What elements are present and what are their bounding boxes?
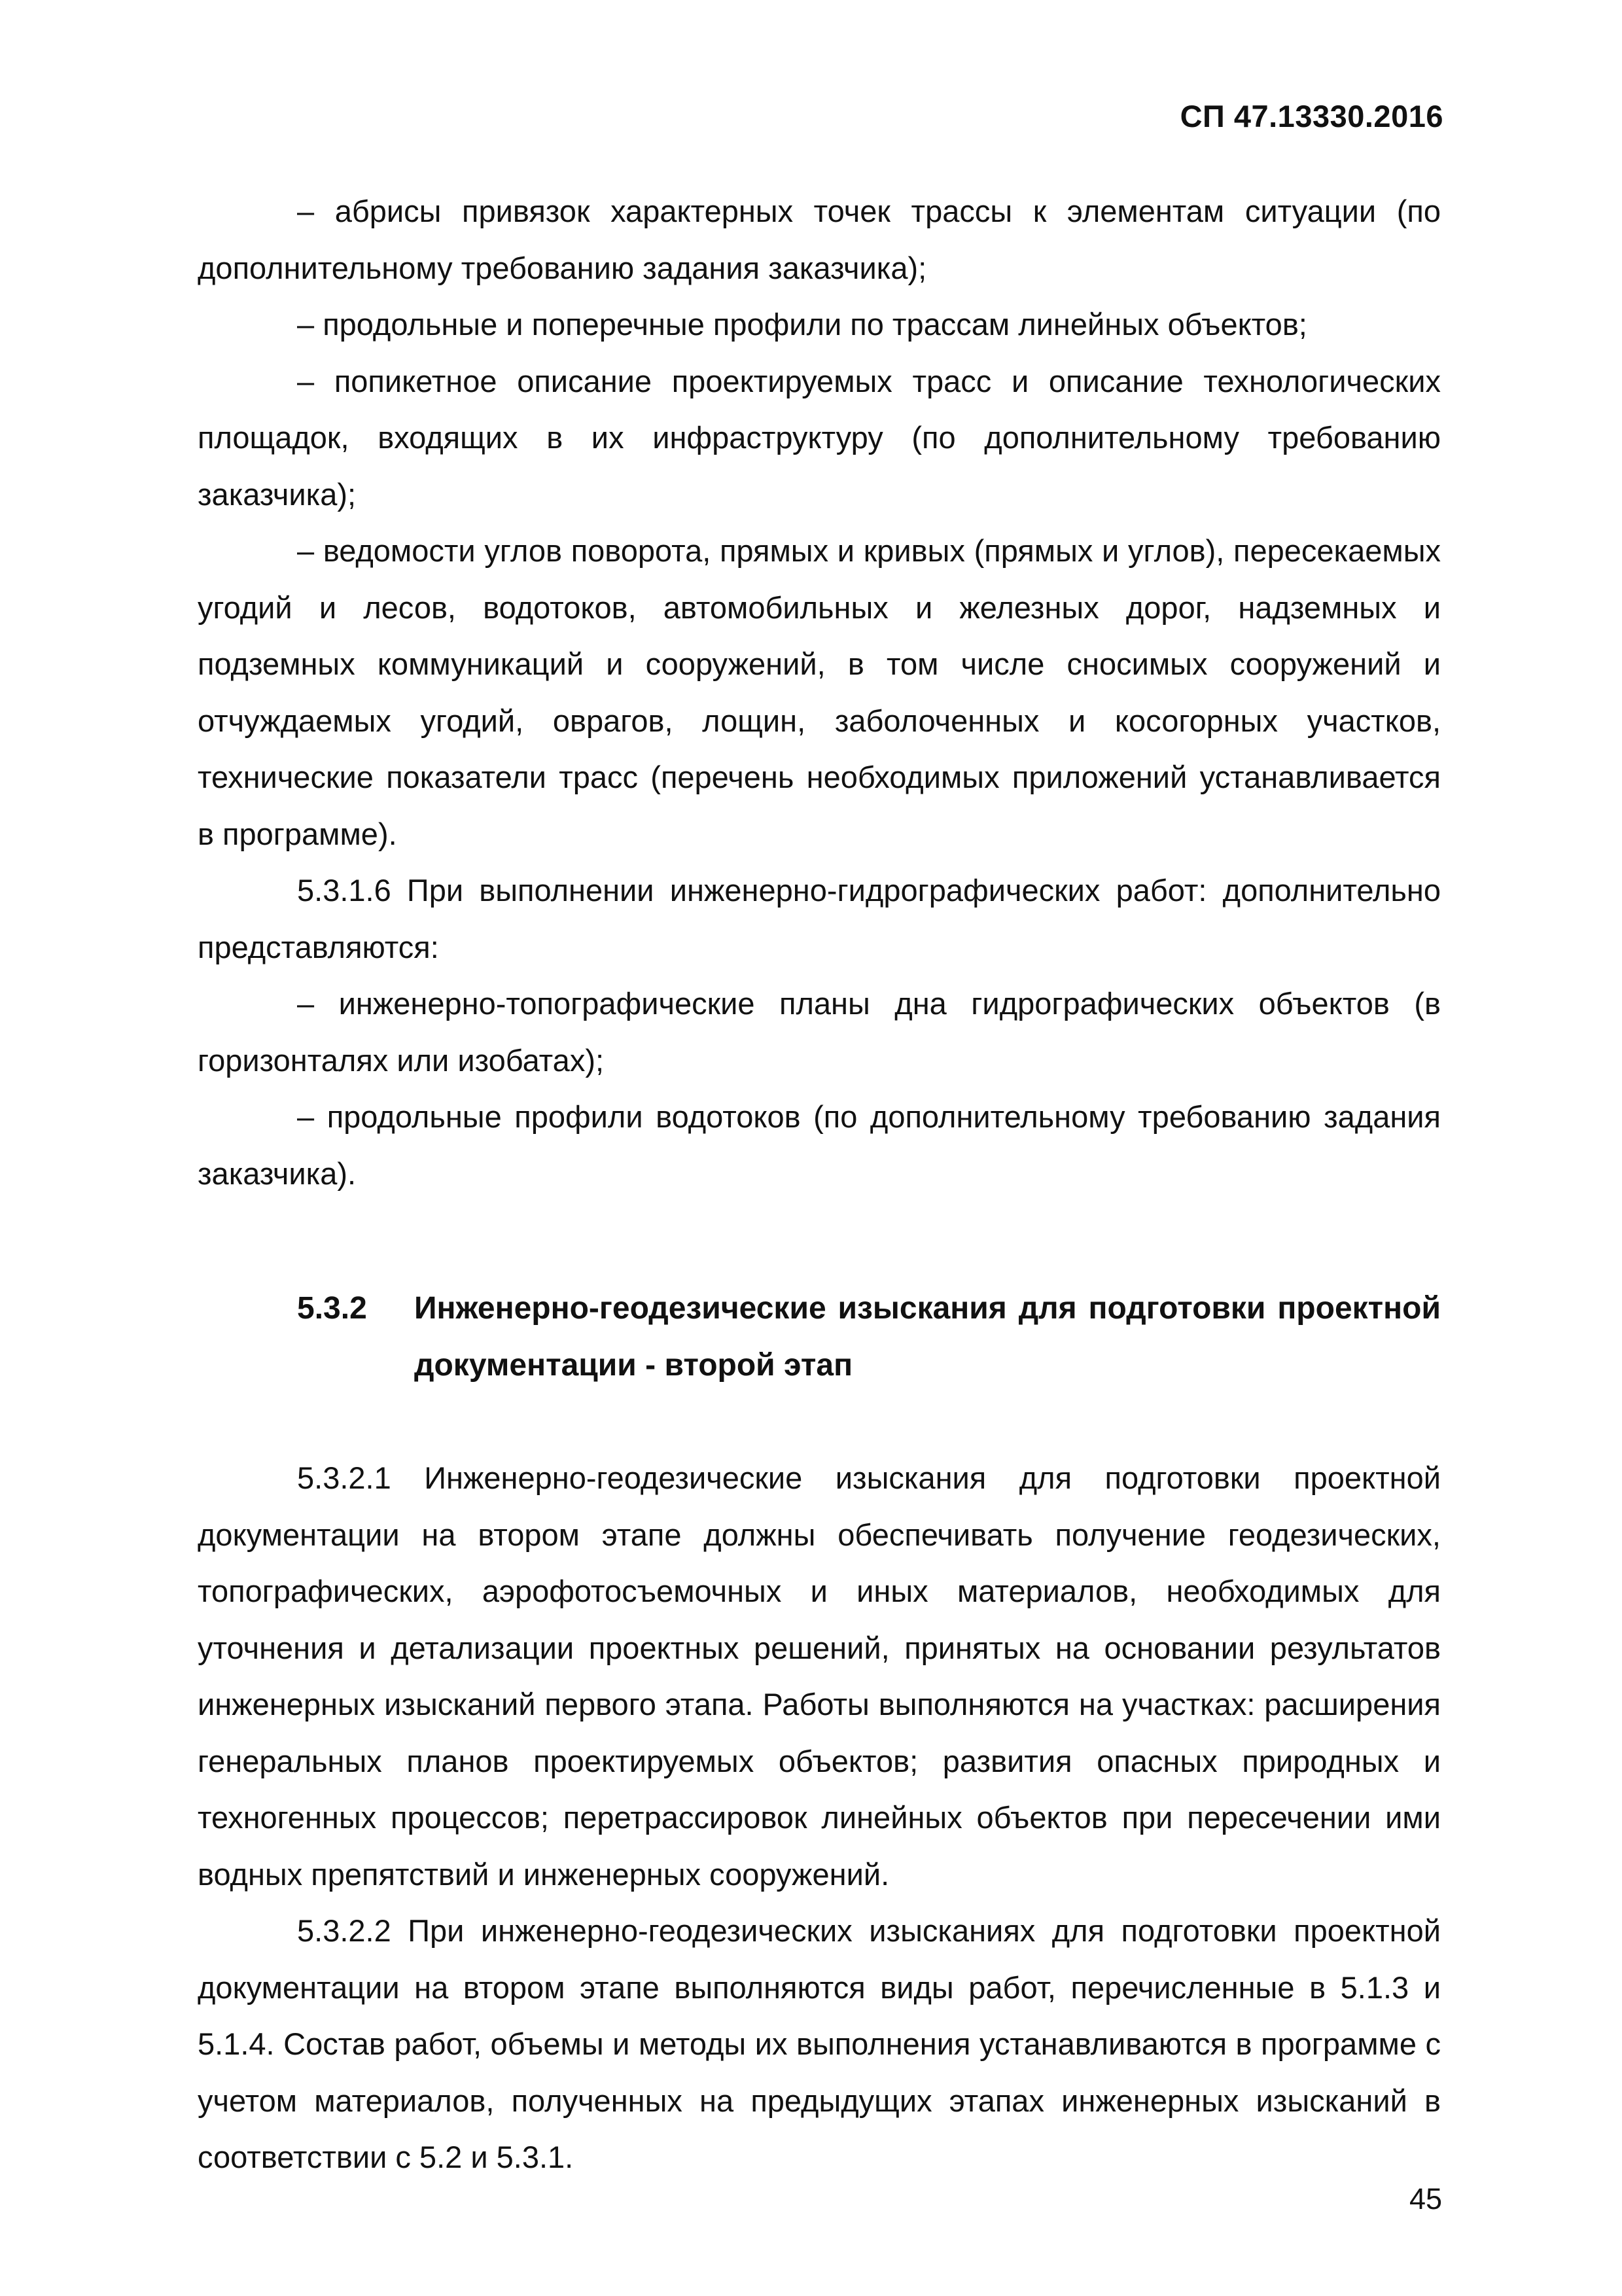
paragraph-pikety: – попикетное описание проектируемых трасс и описание технологических площадок, входящих в их инфраструктуру (по дополнительному требованию заказчика);	[198, 363, 1441, 512]
paragraph-profiles: – продольные и поперечные профили по трассам линейных объектов;	[297, 307, 1307, 342]
document-code-header: СП 47.13330.2016	[1180, 99, 1443, 133]
section-heading-5-3-2	[198, 1280, 1441, 1394]
paragraph-abrisy: – абрисы привязок характерных точек трассы к элементам ситуации (по дополнительному требованию задания заказчика);	[198, 194, 1441, 285]
page-body	[198, 183, 1441, 2186]
paragraph-5-3-2-1: 5.3.2.1 Инженерно-геодезические изыскания для подготовки проектной документации на втором этапе должны обеспечивать получение геодезических, топографических, аэрофотосъемочных и иных материалов, необходимых для уточнения и детализации проектных решений, принятых на основании результатов инженерных изысканий первого этапа. Работы выполняются на участках: расширения генеральных планов проектируемых объектов; развития опасных природных и техногенных процессов; перетрассировок линейных объектов при пересечении ими водных препятствий и инженерных сооружений.	[198, 1460, 1441, 1892]
page-number: 45	[1409, 2182, 1442, 2216]
paragraph-5-3-2-2: 5.3.2.2 При инженерно-геодезических изысканиях для подготовки проектной документации на втором этапе выполняются виды работ, перечисленные в 5.1.3 и 5.1.4. Состав работ, объемы и методы их выполнения устанавливаются в программе с учетом материалов, полученных на предыдущих этапах инженерных изысканий в соответствии с 5.2 и 5.3.1.	[198, 1913, 1441, 2174]
paragraph-topo-plans: – инженерно-топографические планы дна гидрографических объектов (в горизонталях или изобатах);	[198, 986, 1441, 1078]
paragraph-5-3-1-6: 5.3.1.6 При выполнении инженерно-гидрографических работ: дополнительно представляются:	[198, 873, 1441, 964]
paragraph-watercourse-profiles: – продольные профили водотоков (по дополнительному требованию задания заказчика).	[198, 1099, 1441, 1191]
section-title: Инженерно-геодезические изыскания для подготовки проектной документации - второй этап	[414, 1291, 1441, 1383]
section-number: 5.3.2	[297, 1291, 367, 1326]
paragraph-vedomosti: – ведомости углов поворота, прямых и кривых (прямых и углов), пересекаемых угодий и лесов, водотоков, автомобильных и железных дорог, надземных и подземных коммуникаций и сооружений, в том числе сносимых сооружений и отчуждаемых угодий, оврагов, лощин, заболоченных и косогорных участков, технические показатели трасс (перечень необходимых приложений устанавливается в программе).	[198, 533, 1441, 851]
